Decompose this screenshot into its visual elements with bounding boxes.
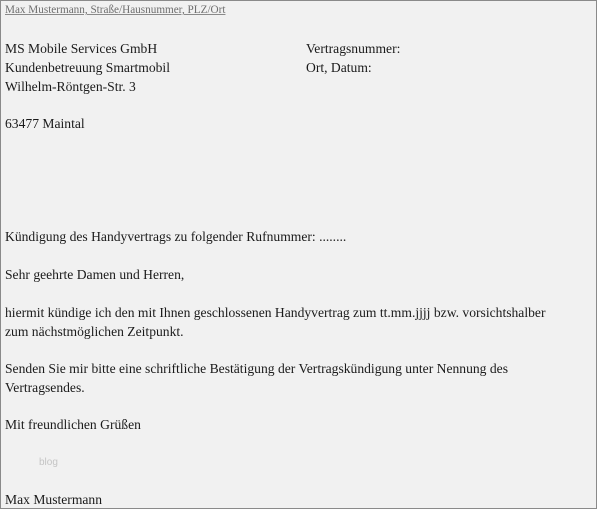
salutation: Sehr geehrte Damen und Herren, [5,267,185,282]
body-paragraph-1-line-1: hiermit kündige ich den mit Ihnen geschlossenen Handyvertrag zum tt.mm.jjjj bzw. vorsichtshalber [5,305,546,320]
sender-address-line: Max Mustermann, Straße/Hausnummer, PLZ/Ort [5,4,226,16]
recipient-department: Kundenbetreuung Smartmobil [5,60,170,75]
contract-number-label: Vertragsnummer: [306,41,401,56]
body-paragraph-2 [5,359,595,397]
recipient-street: Wilhelm-Röntgen-Str. 3 [5,79,136,94]
place-date-label: Ort, Datum: [306,60,372,75]
recipient-city: 63477 Maintal [5,116,85,131]
letter-subject: Kündigung des Handyvertrags zu folgender Rufnummer: ........ [5,229,347,244]
watermark: blog [39,457,58,468]
body-paragraph-2-line-2: Vertragsendes. [5,380,85,395]
recipient-company: MS Mobile Services GmbH [5,41,158,56]
body-paragraph-1-line-2: zum nächstmöglichen Zeitpunkt. [5,324,184,339]
body-paragraph-1 [5,303,595,341]
signature-name: Max Mustermann [5,492,103,507]
body-paragraph-2-line-1: Senden Sie mir bitte eine schriftliche Bestätigung der Vertragskündigung unter Nennung des [5,361,508,376]
closing: Mit freundlichen Grüßen [5,417,141,432]
